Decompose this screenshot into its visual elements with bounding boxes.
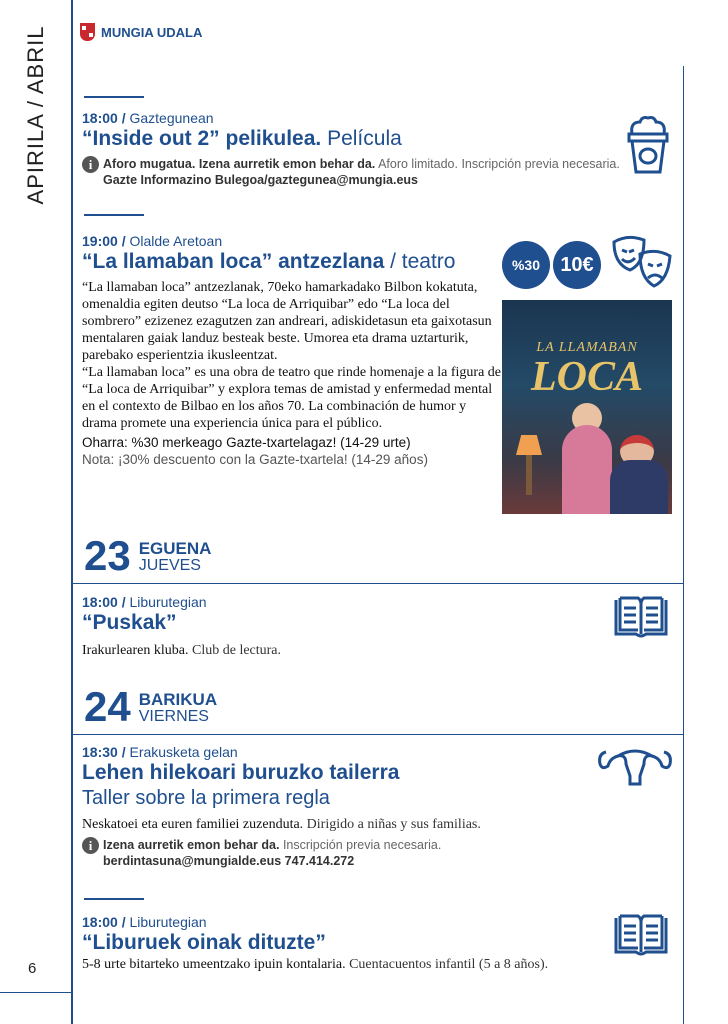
event-time: 19:00 / Olalde Aretoan <box>82 233 223 249</box>
event-description: 5-8 urte bitarteko umeentzako ipuin kontalaria. Cuentacuentos infantil (5 a 8 años). <box>82 957 549 972</box>
event-description-es: “La llamaban loca” es una obra de teatro que rinde homenaje a la figura de “La loca de Arriquibar” y explora temas de amistad y enfermedad mental en el contexto de Bilbao en los años 70. La combinación de humor y drama promete una experiencia única para el público. <box>82 365 502 431</box>
event-time: 18:00 / Liburutegian <box>82 914 207 930</box>
poster-actor-2 <box>610 460 668 514</box>
poster-lamp <box>516 435 542 455</box>
day-number: 24 <box>84 683 131 730</box>
price-badge: 10€ <box>553 241 601 289</box>
header <box>80 23 202 41</box>
event-title: Lehen hilekoari buruzko tailerra <box>82 761 400 784</box>
event-info: i Aforo mugatua. Izena aurretik emon behar da. Aforo limitado. Inscripción previa necesaria. Gazte Informazino Bulegoa/gaztegunea@mungia.eus <box>82 156 642 188</box>
event-note-eu: Oharra: %30 merkeago Gazte-txartelagaz! (14-29 urte) <box>82 435 411 450</box>
event-time: 18:30 / Erakusketa gelan <box>82 744 238 760</box>
event-title: “La llamaban loca” antzezlana / teatro <box>82 250 456 273</box>
event-la-llamaban-loca <box>82 233 502 468</box>
left-margin-rule <box>71 0 73 1024</box>
event-title: “Puskak” <box>82 611 177 634</box>
separator <box>84 96 144 98</box>
event-period-workshop <box>82 744 602 869</box>
day-number: 23 <box>84 532 131 579</box>
page-number: 6 <box>28 960 37 977</box>
event-time: 18:00 / Liburutegian <box>82 594 207 610</box>
separator <box>84 214 144 216</box>
day-heading-24 <box>84 683 218 730</box>
discount-badge: %30 <box>502 241 550 289</box>
info-icon: i <box>82 156 99 173</box>
event-info: i Izena aurretik emon behar da. Inscripción previa necesaria. berdintasuna@mungialde.eus 747.414.272 <box>82 837 602 869</box>
page-number-rule <box>0 992 72 993</box>
event-title: “Inside out 2” pelikulea. Película <box>82 127 402 150</box>
side-month-label: APIRILA / ABRIL <box>23 25 48 205</box>
crest-icon <box>80 23 95 41</box>
event-description: Irakurlearen kluba. Club de lectura. <box>82 643 282 658</box>
event-puskak <box>82 594 602 659</box>
poster-title: LA LLAMABAN LOCA <box>530 340 643 400</box>
event-note-es: Nota: ¡30% descuento con la Gazte-txartela! (14-29 años) <box>82 452 428 467</box>
book-icon <box>612 912 670 958</box>
play-poster <box>502 300 672 514</box>
info-icon: i <box>82 837 99 854</box>
day-divider <box>73 734 683 735</box>
event-inside-out <box>82 110 642 188</box>
day-names: BARIKUA VIERNES <box>138 690 218 725</box>
day-divider <box>73 583 683 584</box>
org-name: MUNGIA UDALA <box>101 24 203 40</box>
event-subtitle: Taller sobre la primera regla <box>82 787 330 809</box>
poster-lamp-base <box>526 455 532 495</box>
event-liburuek-oinak <box>82 914 602 973</box>
day-heading-23 <box>84 532 212 579</box>
separator <box>84 898 144 900</box>
day-names: EGUENA JUEVES <box>138 539 212 574</box>
event-title: “Liburuek oinak dituzte” <box>82 931 326 954</box>
event-description: Neskatoei eta euren familiei zuzenduta. Dirigido a niñas y sus familias. <box>82 817 481 832</box>
uterus-icon <box>596 742 674 786</box>
event-time: 18:00 / Gaztegunean <box>82 110 214 126</box>
theater-masks-icon <box>610 234 674 292</box>
event-description-eu: “La llamaban loca” antzezlanak, 70eko hamarkadako Bilbon kokatuta, omenaldia egiten deutso “La loca de Arriquibar” edo “La loca del sombrero” ezizenez ezagutzen zan andreari, adiskidetasun eta gaixotasun mentalaren gaiak landuz besteak beste. Umorea eta drama uztarturik, parebako esperientzia ikusleentzat. <box>82 280 492 363</box>
poster-actor-1 <box>562 425 612 514</box>
book-icon <box>612 594 670 640</box>
popcorn-icon <box>624 114 672 176</box>
right-margin-rule <box>683 66 684 1024</box>
